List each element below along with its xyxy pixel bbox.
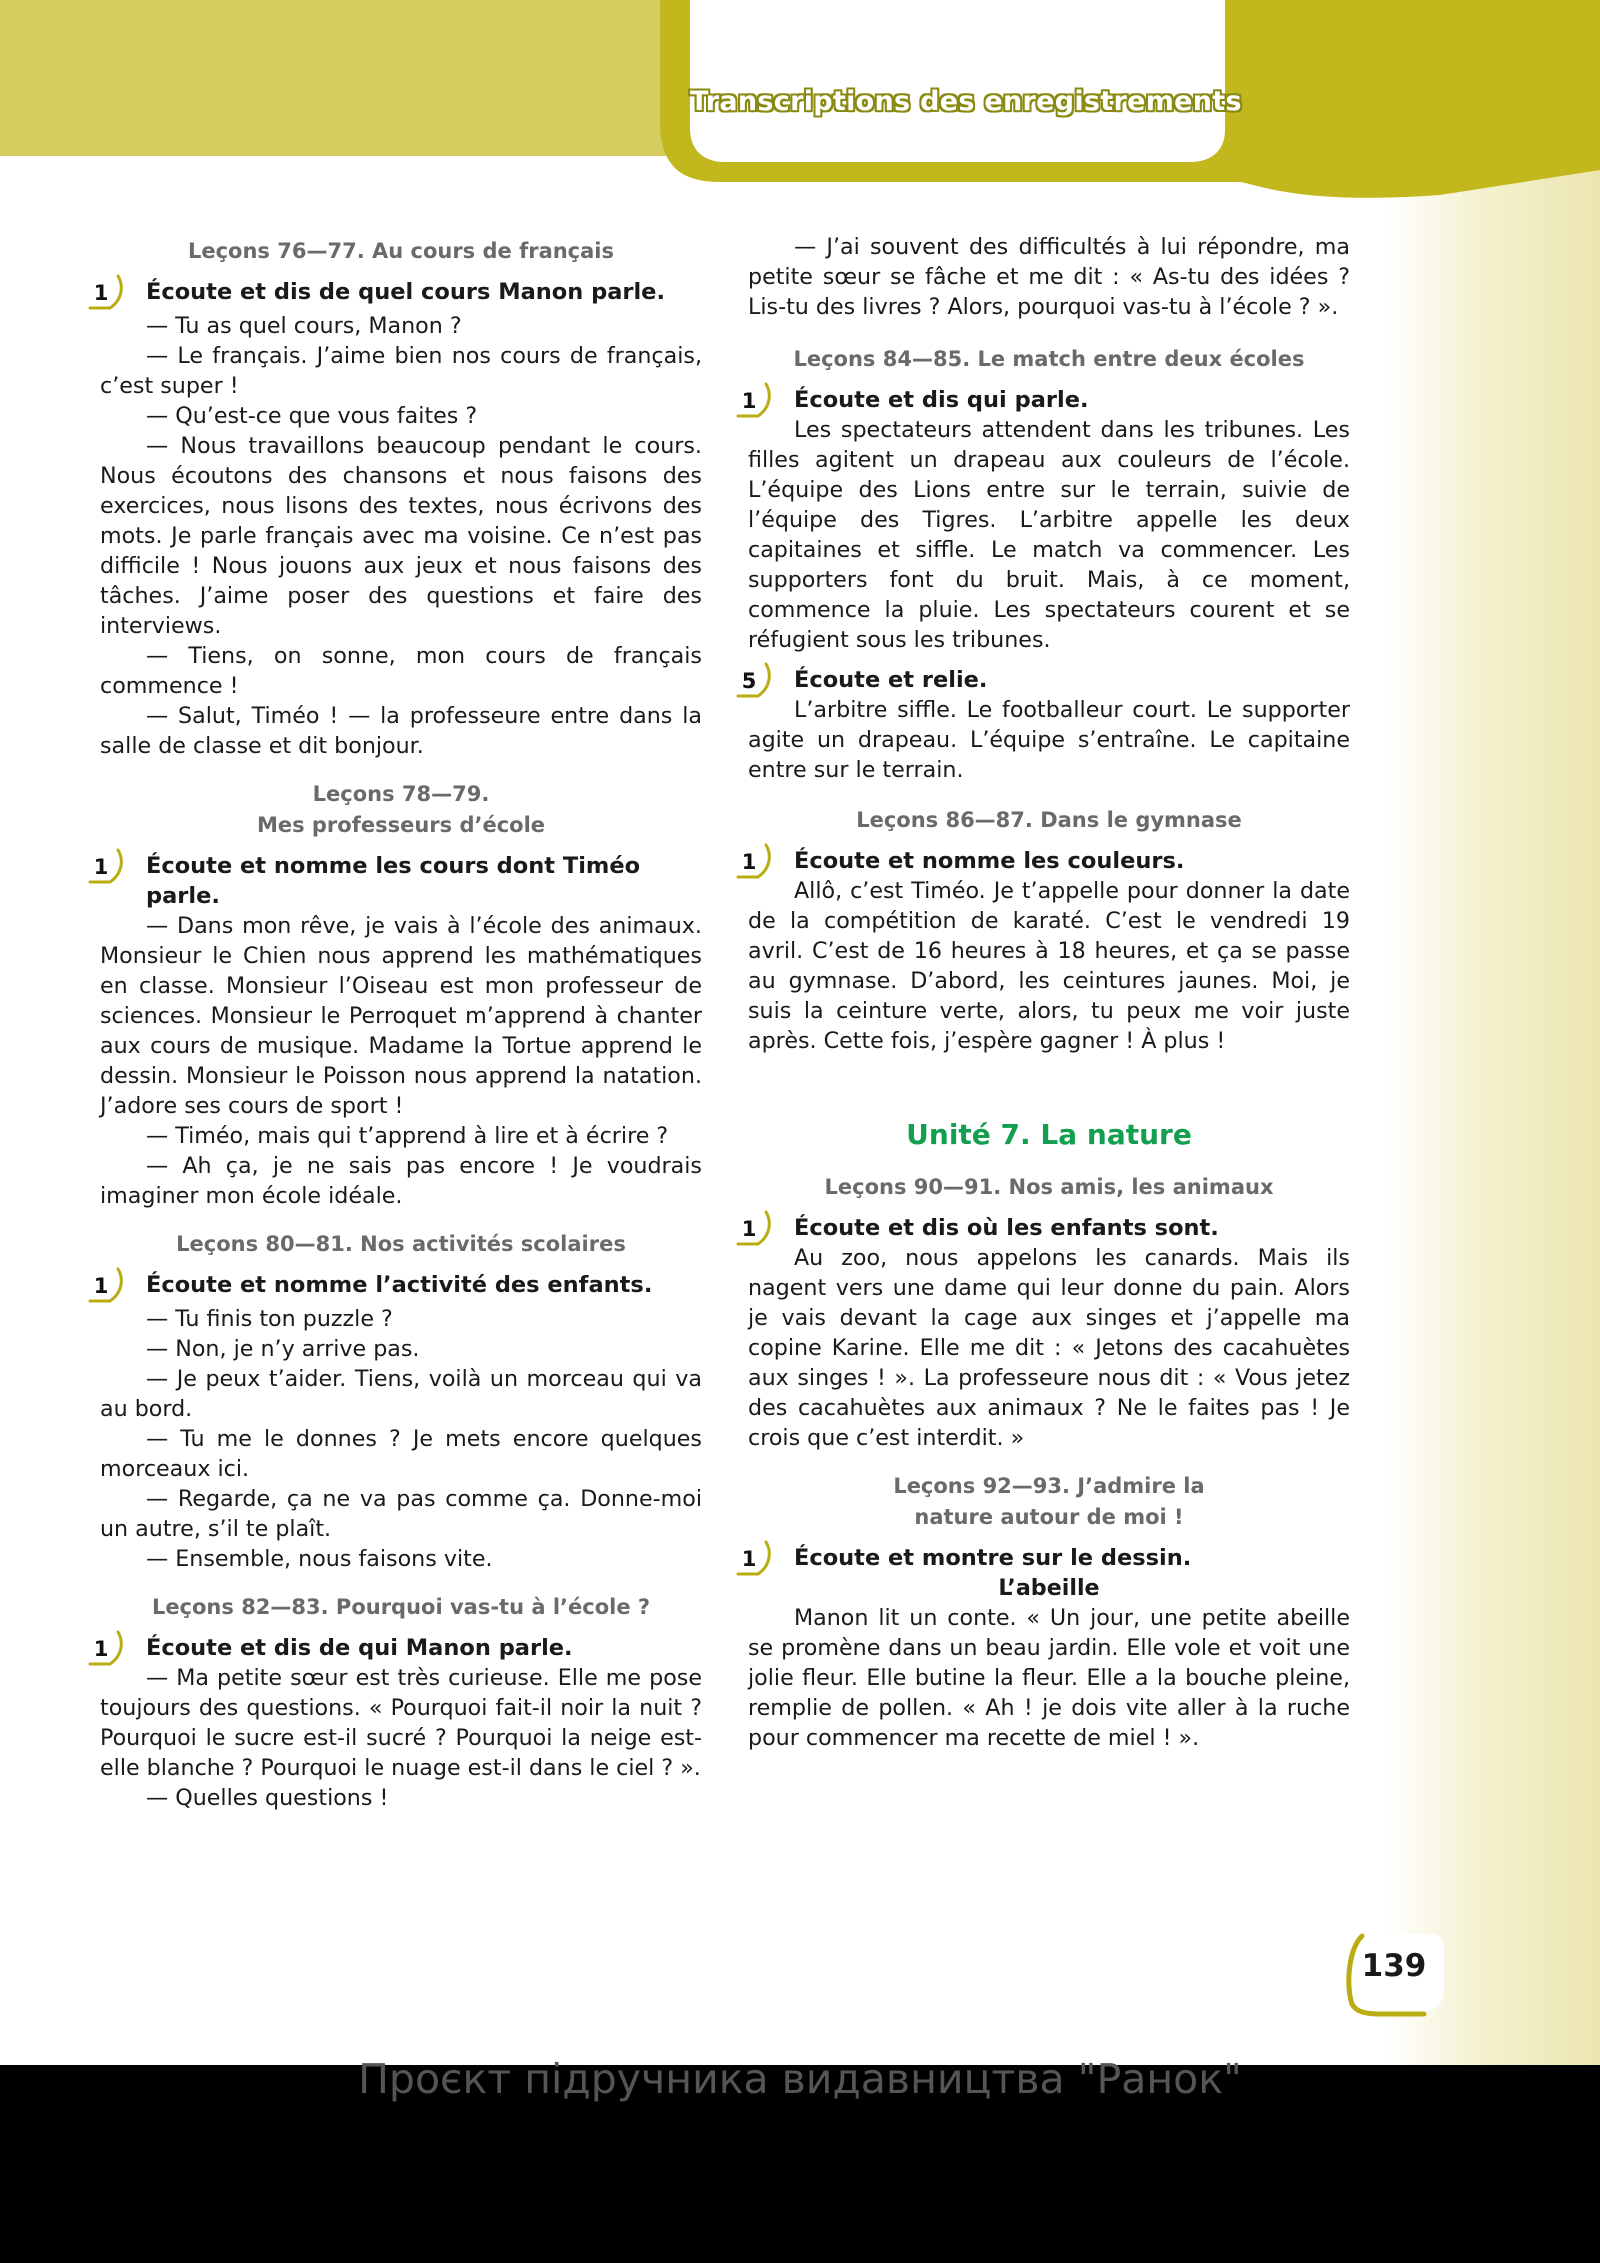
exercise-instruction <box>741 1213 1350 1243</box>
exercise-text: Écoute et dis de qui Manon parle. <box>146 1635 573 1661</box>
paragraph: — Quelles questions ! <box>146 1785 389 1811</box>
exercise-instruction <box>741 1543 1350 1573</box>
paragraph: — Non, je n’y arrive pas. <box>146 1336 420 1362</box>
exercise-text: Écoute et dis où les enfants sont. <box>794 1215 1219 1241</box>
exercise-instruction <box>93 1633 702 1663</box>
exercise-text: Écoute et relie. <box>794 667 988 693</box>
exercise-badge <box>88 848 134 886</box>
exercise-number: 5 <box>741 669 757 693</box>
exercise-badge <box>88 1267 134 1305</box>
exercise-badge <box>736 382 782 420</box>
lesson-heading: Leçons 78—79. <box>312 782 490 806</box>
paragraph: — Tu me le donnes ? Je mets encore quelques morceaux ici. <box>100 1426 702 1482</box>
exercise-text: Écoute et nomme les cours dont Timéo parle. <box>146 853 641 909</box>
unit-title: Unité 7. La nature <box>906 1118 1192 1151</box>
exercise-instruction <box>93 851 702 911</box>
lesson-heading: Leçons 92—93. J’admire la <box>893 1474 1205 1498</box>
paragraph: — Timéo, mais qui t’apprend à lire et à écrire ? <box>146 1123 669 1149</box>
paragraph: — Salut, Timéo ! — la professeure entre dans la salle de classe et dit bonjour. <box>100 703 702 759</box>
paragraph: — Tu as quel cours, Manon ? <box>146 313 462 339</box>
paragraph: — Tu finis ton puzzle ? <box>146 1306 393 1332</box>
exercise-badge <box>736 843 782 881</box>
page-number: 139 <box>1361 1948 1427 1984</box>
exercise-number: 1 <box>93 855 109 879</box>
exercise-instruction <box>741 665 1350 695</box>
exercise-badge <box>88 274 134 312</box>
lesson-heading: Mes professeurs d’école <box>256 813 546 837</box>
paragraph: — Tiens, on sonne, mon cours de français commence ! <box>100 643 702 699</box>
lesson-heading: Leçons 86—87. Dans le gymnase <box>856 808 1242 832</box>
paragraph: Les spectateurs attendent dans les tribunes. Les filles agitent un drapeau aux couleurs de l’école. L’équipe des Lions entre sur le terrain, suivie de l’équipe des Tigres. L’arbitre appelle les deux capitaines et siffle. Le match va commencer. Les supporters font du bruit. Mais, à ce moment, commence la pluie. Les spectateurs courent et se réfugient sous les tribunes. <box>748 417 1350 653</box>
exercise-badge <box>736 1210 782 1248</box>
header-title: Transcriptions des enregistrements <box>690 86 1242 117</box>
paragraph: — Regarde, ça ne va pas comme ça. Donne-moi un autre, s’il te plaît. <box>100 1486 702 1542</box>
paragraph: — Ah ça, je ne sais pas encore ! Je voudrais imaginer mon école idéale. <box>100 1153 702 1209</box>
paragraph: Allô, c’est Timéo. Je t’appelle pour donner la date de la compétition de karaté. C’est le vendredi 19 avril. C’est de 16 heures à 18 heures, et ça se passe au gymnase. D’abord, les ceintures jaunes. Moi, je suis la ceinture verte, alors, tu peux me voir juste après. Cette fois, j’espère gagner ! À plus ! <box>748 878 1350 1054</box>
lesson-heading: Leçons 84—85. Le match entre deux écoles <box>793 347 1305 371</box>
exercise-badge <box>88 1630 134 1668</box>
exercise-number: 1 <box>741 1547 757 1571</box>
lesson-heading: Leçons 90—91. Nos amis, les animaux <box>824 1175 1274 1199</box>
paragraph: — Dans mon rêve, je vais à l’école des animaux. Monsieur le Chien nous apprend les mathématiques en classe. Monsieur l’Oiseau est mon professeur de sciences. Monsieur le Perroquet m’apprend à chanter aux cours de musique. Madame la Tortue apprend le dessin. Monsieur le Poisson nous apprend la natation. J’adore ses cours de sport ! <box>100 913 702 1119</box>
lesson-heading: Leçons 80—81. Nos activités scolaires <box>176 1232 626 1256</box>
paragraph: — Ma petite sœur est très curieuse. Elle me pose toujours des questions. « Pourquoi fait-il noir la nuit ? Pourquoi le sucre est-il sucré ? Pourquoi la neige est-elle blanche ? Pourquoi le nuage est-il dans le ciel ? ». <box>100 1665 702 1781</box>
footer-watermark-text: Проєкт підручника видавництва "Ранок" <box>358 2055 1242 2103</box>
paragraph: Au zoo, nous appelons les canards. Mais ils nagent vers une dame qui leur donne du pain. Alors je vais devant la cage aux singes et j’appelle ma copine Karine. Elle me dit : « Jetons des cacahuètes aux singes ! ». La professeure nous dit : « Vous jetez des cacahuètes aux animaux ? Ne le faites pas ! Je crois que c’est interdit. » <box>748 1245 1350 1451</box>
exercise-badge <box>736 662 782 700</box>
exercise-number: 1 <box>93 1637 109 1661</box>
lesson-heading: nature autour de moi ! <box>914 1505 1184 1529</box>
story-title: L’abeille <box>998 1575 1100 1601</box>
exercise-instruction <box>93 277 702 307</box>
paragraph: — Ensemble, nous faisons vite. <box>146 1546 493 1572</box>
exercise-number: 1 <box>93 1274 109 1298</box>
left-column <box>93 236 702 1813</box>
right-column <box>741 232 1350 1753</box>
exercise-text: Écoute et dis qui parle. <box>794 387 1089 413</box>
paragraph: — Qu’est-ce que vous faites ? <box>146 403 478 429</box>
exercise-instruction <box>741 846 1350 876</box>
exercise-text: Écoute et nomme les couleurs. <box>794 848 1185 874</box>
page-number-badge <box>1336 1928 1446 2020</box>
paragraph: — Le français. J’aime bien nos cours de français, c’est super ! <box>100 343 702 399</box>
right-margin-band <box>1385 0 1600 2065</box>
exercise-badge <box>736 1540 782 1578</box>
exercise-text: Écoute et nomme l’activité des enfants. <box>146 1272 653 1298</box>
exercise-text: Écoute et montre sur le dessin. <box>794 1545 1192 1571</box>
paragraph: L’arbitre siffle. Le footballeur court. Le supporter agite un drapeau. L’équipe s’entraîne. Le capitaine entre sur le terrain. <box>748 697 1350 783</box>
exercise-instruction <box>93 1270 702 1300</box>
lesson-heading: Leçons 82—83. Pourquoi vas-tu à l’école ? <box>151 1595 651 1619</box>
paragraph: — Je peux t’aider. Tiens, voilà un morceau qui va au bord. <box>100 1366 702 1422</box>
lesson-heading: Leçons 76—77. Au cours de français <box>187 239 615 263</box>
exercise-text: Écoute et dis de quel cours Manon parle. <box>146 279 665 305</box>
paragraph: — J’ai souvent des difficultés à lui répondre, ma petite sœur se fâche et me dit : « As-tu des idées ? Lis-tu des livres ? Alors, pourquoi vas-tu à l’école ? ». <box>748 234 1350 320</box>
exercise-number: 1 <box>93 281 109 305</box>
paragraph: — Nous travaillons beaucoup pendant le cours. Nous écoutons des chansons et nous faisons des exercices, nous lisons des textes, nous écrivons des mots. Je parle français avec ma voisine. Ce n’est pas difficile ! Nous jouons aux jeux et nous faisons des tâches. J’aime poser des questions et faire des interviews. <box>100 433 702 639</box>
exercise-number: 1 <box>741 1217 757 1241</box>
exercise-instruction <box>741 385 1350 415</box>
exercise-number: 1 <box>741 850 757 874</box>
exercise-number: 1 <box>741 389 757 413</box>
paragraph: Manon lit un conte. « Un jour, une petite abeille se promène dans un beau jardin. Elle vole et voit une jolie fleur. Elle butine la fleur. Elle a la bouche pleine, remplie de pollen. « Ah ! je dois vite aller à la ruche pour commencer ma recette de miel ! ». <box>748 1605 1350 1751</box>
